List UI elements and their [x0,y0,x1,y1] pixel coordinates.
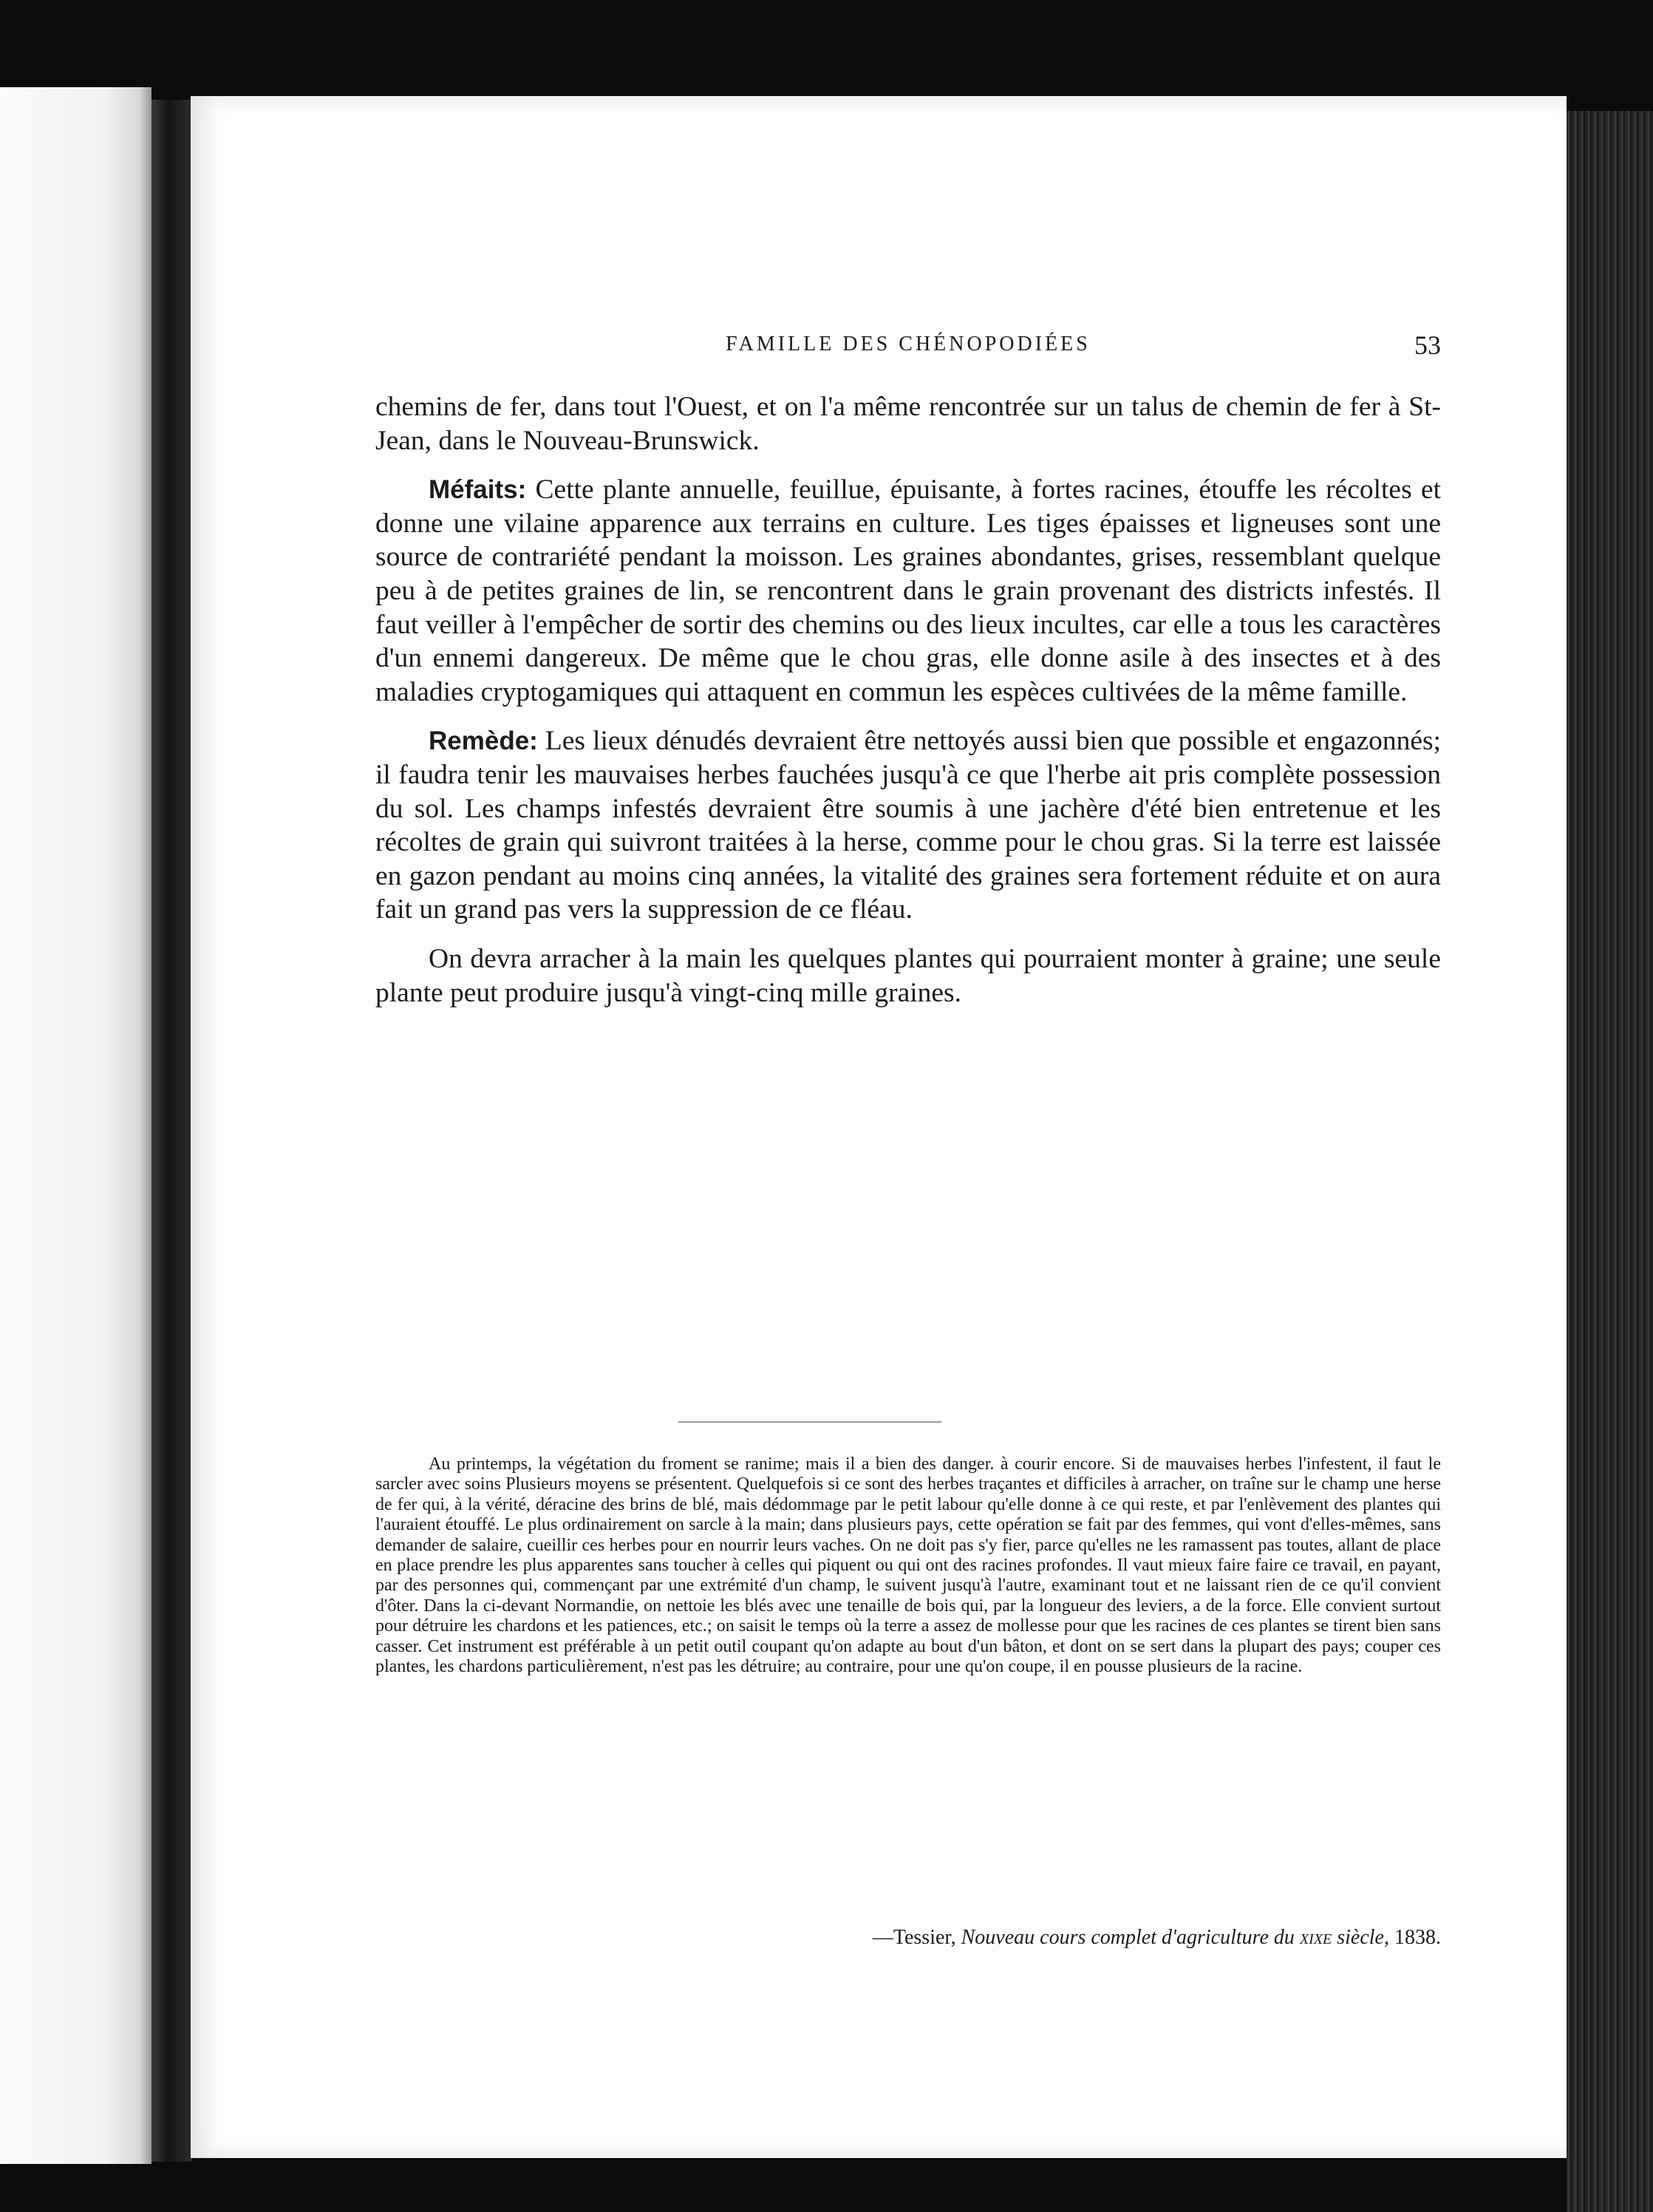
paragraph-remede [375,724,1441,927]
attribution-century: xixe [1299,1926,1332,1949]
attribution-work [961,1926,1389,1949]
footnote-attribution [873,1926,1441,1950]
quoted-footnote: Au printemps, la végétation du froment se ranime; mais il a bien des danger. à courir encore. Si de mauvaises herbes l'infestent, il faut le sarcler avec soins Plusieurs moyens se présentent. Quelquefois si ce sont des herbes traçantes et difficiles à arracher, on traîne sur le champ une herse de fer qui, à la vérité, déracine des brins de blé, mais dédommage par le petit labour qu'elle donne à ce qui reste, et par l'enlèvement des plantes qui l'auraient étouffé. Le plus ordinairement on sarcle à la main; dans plusieurs pays, cette opération se fait par des femmes, qui vont d'elles-mêmes, sans demander de salaire, cueillir ces herbes pour en nourrir leurs vaches. On ne doit pas s'y fier, parce qu'elles ne les ramassent pas toutes, allant de place en place prendre les plus apparentes sans toucher à celles qui piquent ou qui ont des racines profondes. Il vaut mieux faire faire ce travail, en payant, par des personnes qui, commençant par une extrémité d'un champ, le suivent jusqu'à l'autre, examinant tout et ne laissant rien de ce qu'il convient d'ôter. Dans la ci-devant Normandie, on nettoie les blés avec une tenaille de bois qui, par la longueur des leviers, a de la force. Elle convient surtout pour détruire les chardons et les patiences, etc.; on saisit le temps où la terre a assez de mollesse pour que les racines de ces plantes se tirent bien sans casser. Cet instrument est préférable à un petit outil coupant qu'on adapte au bout d'un bâton, et dont on se sert dans la plupart des pays; couper ces plantes, les chardons particulièrement, n'est pas les détruire; au contraire, pour une qu'on coupe, il en pousse plusieurs de la racine. [375,1454,1441,1677]
running-head [375,330,1441,370]
paragraph-mefaits [375,473,1441,709]
section-divider [678,1421,941,1423]
page-number: 53 [1414,330,1441,360]
book-page [191,96,1567,2158]
attribution-year: 1838. [1394,1926,1441,1949]
remede-text: Les lieux dénudés devraient être nettoyés aussi bien que possible et engazonnés; il faudra tenir les mauvaises herbes fauchées jusqu'à ce que l'herbe ait pris complète possession du sol. Les champs infestés devraient être soumis à une jachère d'été bien entretenue et les récoltes de grain qui suivront traitées à la herse, comme pour le chou gras. Si la terre est laissée en gazon pendant au moins cinq années, la vitalité des graines sera fortement réduite et on aura fait un grand pas vers la suppression de ce fléau. [375,726,1441,925]
running-title: FAMILLE DES CHÉNOPODIÉES [726,333,1091,355]
attribution-author: —Tessier, [872,1926,956,1949]
attribution-work-title: Nouveau cours complet d'agriculture du [961,1926,1295,1949]
attribution-work-suffix: siècle, [1337,1926,1389,1949]
facing-page-edge [0,87,151,2164]
book-gutter [151,100,192,2162]
paragraph-continuation: chemins de fer, dans tout l'Ouest, et on l'a même rencontrée sur un talus de chemin de fer à St-Jean, dans le Nouveau-Brunswick. [375,392,1441,456]
book-page-edges [1567,111,1653,2212]
body-text [375,390,1441,1025]
paragraph-arracher: On devra arracher à la main les quelques plantes qui pourraient monter à graine; une seule plante peut produire jusqu'à vingt-cinq mille graines. [375,943,1441,1008]
mefaits-text: Cette plante annuelle, feuillue, épuisante, à fortes racines, étouffe les récoltes et donne une vilaine apparence aux terrains en culture. Les tiges épaisses et ligneuses sont une source de contrariété pendant la moisson. Les graines abondantes, grises, ressemblant quelque peu à de petites graines de lin, se rencontrent dans le grain provenant des districts infestés. Il faut veiller à l'empêcher de sortir des chemins ou des lieux incultes, car elle a tous les caractères d'un ennemi dangereux. De même que le chou gras, elle donne asile à des insectes et à des maladies cryptogamiques qui attaquent en commun les espèces cultivées de la même famille. [375,474,1442,707]
remede-heading: Remède: [429,726,538,756]
mefaits-heading: Méfaits: [429,475,527,505]
